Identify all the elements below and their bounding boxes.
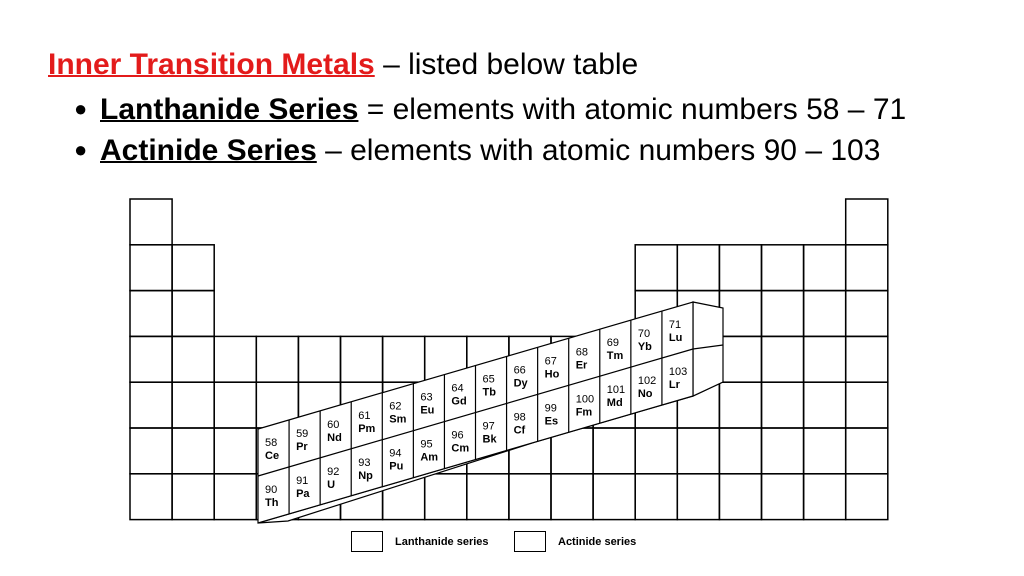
table-cell [635, 245, 677, 291]
actinide-cell-symbol: Es [544, 415, 559, 428]
table-cell [804, 336, 846, 382]
actinide-cell-symbol: Th [265, 497, 279, 509]
actinide-cell-symbol: Am [420, 451, 439, 464]
lanthanide-cell-symbol: Lu [668, 332, 683, 345]
table-cell [846, 291, 888, 337]
actinide-cell-number: 90 [265, 484, 278, 496]
table-cell [383, 336, 425, 382]
table-cell [846, 199, 888, 245]
table-cell [762, 382, 804, 428]
table-cell [172, 291, 214, 337]
table-cell [762, 336, 804, 382]
table-cell [130, 428, 172, 474]
table-cell [719, 336, 761, 382]
lanthanide-cell-number: 64 [451, 382, 464, 395]
table-cell [551, 474, 593, 520]
actinide-cell-symbol: Bk [482, 433, 497, 446]
table-cell [804, 245, 846, 291]
actinide-cell-number: 100 [575, 393, 595, 406]
lanthanide-cell-symbol: Yb [637, 341, 652, 354]
lanthanide-cell-symbol: Ho [544, 368, 560, 381]
table-cell [341, 336, 383, 382]
table-cell [762, 474, 804, 520]
actinide-cell-number: 102 [637, 375, 657, 388]
lanthanide-cell-symbol: Nd [327, 431, 342, 444]
actinide-cell-symbol: U [327, 478, 336, 491]
legend-swatch [351, 531, 383, 552]
actinide-cell-number: 92 [327, 465, 340, 478]
actinide-cell-number: 101 [606, 384, 626, 397]
table-cell [762, 245, 804, 291]
actinide-cell-symbol: Pu [389, 460, 404, 473]
actinide-cell-number: 93 [358, 456, 371, 469]
table-cell [846, 428, 888, 474]
lanthanide-cell-symbol: Ce [265, 450, 280, 462]
actinide-cell-number: 98 [513, 411, 526, 424]
lanthanide-cell-number: 59 [296, 427, 309, 440]
table-cell [214, 428, 256, 474]
table-cell [509, 474, 551, 520]
table-cell [130, 245, 172, 291]
table-cell [130, 199, 172, 245]
lanthanide-cell-number: 62 [389, 400, 402, 413]
actinide-cell-number: 99 [544, 402, 557, 415]
lanthanide-cell-number: 58 [265, 437, 278, 449]
lanthanide-cell-number: 69 [606, 337, 620, 350]
lanthanide-cell-symbol: Tb [482, 386, 496, 399]
lanthanide-cell-symbol: Eu [420, 404, 435, 417]
table-cell [593, 428, 635, 474]
table-cell [256, 336, 298, 382]
lanthanide-cell-number: 61 [358, 409, 371, 422]
bullet-text: = elements with atomic numbers 58 – 71 [358, 93, 907, 126]
lanthanide-cell-number: 71 [668, 319, 682, 332]
table-cell [635, 428, 677, 474]
actinide-cell-number: 91 [296, 474, 309, 487]
table-cell [762, 291, 804, 337]
table-cell [677, 245, 719, 291]
table-cell [846, 474, 888, 520]
table-cell [130, 291, 172, 337]
legend-swatch [514, 531, 546, 552]
lanthanide-cell-symbol: Pr [296, 440, 308, 453]
bullet-text: – elements with atomic numbers 90 – 103 [316, 134, 881, 167]
legend-lanthanide [351, 531, 489, 552]
table-cell [677, 428, 719, 474]
actinide-cell-number: 95 [420, 438, 433, 451]
lanthanide-cell-symbol: Er [575, 359, 588, 372]
actinide-cell-symbol: Cf [513, 424, 526, 437]
actinide-cell-symbol: Lr [668, 379, 680, 392]
legend-label: Actinide series [558, 535, 637, 548]
lanthanide-cell-symbol: Gd [451, 395, 467, 408]
title-rest: – listed below table [374, 48, 639, 81]
lanthanide-cell-number: 65 [482, 373, 495, 386]
table-cell [719, 291, 761, 337]
table-cell [804, 291, 846, 337]
table-cell [804, 428, 846, 474]
table-cell [298, 336, 340, 382]
lanthanide-cell-number: 63 [420, 391, 433, 404]
table-cell [130, 336, 172, 382]
actinide-cell-symbol: No [637, 388, 653, 401]
legend-label: Lanthanide series [395, 535, 489, 548]
bullet-term: Lanthanide Series [100, 93, 359, 126]
bullet-icon: ● [74, 137, 88, 162]
table-cell [762, 428, 804, 474]
actinide-cell-symbol: Pa [296, 487, 310, 500]
lanthanide-cell-symbol: Tm [606, 350, 624, 363]
table-cell [172, 245, 214, 291]
table-cell [214, 474, 256, 520]
actinide-cell-number: 94 [389, 447, 402, 460]
table-cell [172, 428, 214, 474]
lanthanide-cell-number: 66 [513, 364, 526, 377]
table-cell [719, 428, 761, 474]
table-cell [804, 474, 846, 520]
table-cell [846, 382, 888, 428]
table-cell [719, 245, 761, 291]
table-cell [172, 474, 214, 520]
lanthanide-cell-symbol: Sm [389, 413, 407, 426]
table-cell [214, 382, 256, 428]
table-cell [172, 382, 214, 428]
table-cell [593, 474, 635, 520]
legend-actinide [514, 531, 636, 552]
actinide-cell-number: 96 [451, 429, 464, 442]
actinide-cell-number: 97 [482, 420, 495, 433]
lanthanide-cell-number: 60 [327, 418, 340, 431]
table-cell [635, 474, 677, 520]
actinide-cell-symbol: Fm [575, 406, 593, 419]
table-cell [130, 474, 172, 520]
actinide-cell-number: 103 [668, 366, 688, 379]
lanthanide-cell-number: 68 [575, 346, 588, 359]
lanthanide-cell-symbol: Pm [358, 422, 376, 435]
bullet-term: Actinide Series [100, 134, 317, 167]
lanthanide-cell-symbol: Dy [513, 377, 528, 390]
table-cell [172, 336, 214, 382]
table-cell [846, 245, 888, 291]
table-cell [130, 382, 172, 428]
table-cell [804, 382, 846, 428]
table-cell [677, 474, 719, 520]
table-cell [214, 336, 256, 382]
table-cell [719, 474, 761, 520]
actinide-cell-symbol: Np [358, 469, 373, 482]
title-highlight: Inner Transition Metals [48, 48, 375, 81]
table-cell [467, 474, 509, 520]
table-cell [846, 336, 888, 382]
table-cell [719, 382, 761, 428]
actinide-cell-symbol: Md [606, 397, 623, 410]
f-block-band [258, 302, 723, 523]
lanthanide-cell-number: 67 [544, 355, 557, 368]
lanthanide-cell-number: 70 [637, 328, 651, 341]
actinide-cell-symbol: Cm [451, 442, 470, 455]
bullet-icon: ● [74, 96, 88, 121]
table-cell [425, 474, 467, 520]
